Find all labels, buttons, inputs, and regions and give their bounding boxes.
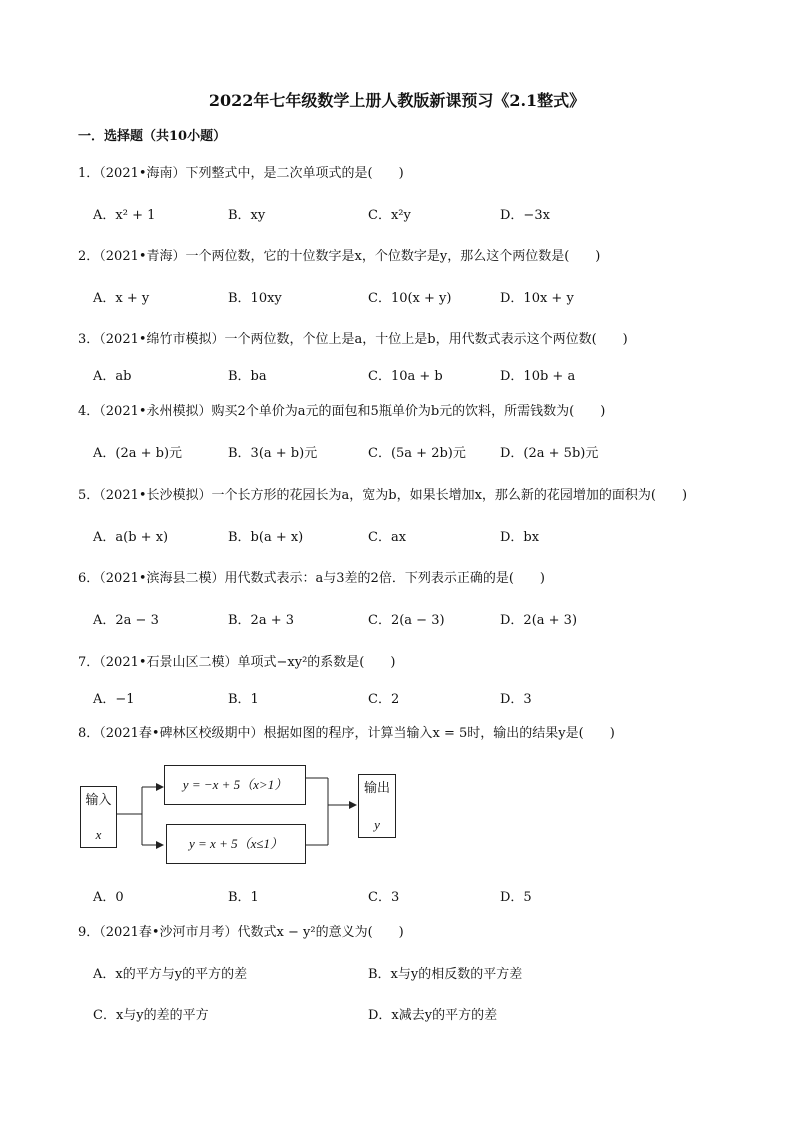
question-1-option-a: A．x² + 1 [93,208,156,223]
question-5-option-b: B．b(a + x) [228,530,304,545]
question-3-stem: 3．（2021•绵竹市模拟）一个两位数，个位上是a，十位上是b，用代数式表示这个两位数( ) [78,332,628,347]
branch-top-box [164,765,306,805]
question-8-option-c: C．3 [368,890,400,905]
question-3-option-a: A．ab [93,369,132,384]
question-2-option-a: A．x + y [93,291,150,306]
question-5-option-a: A．a(b + x) [93,530,169,545]
question-8-option-b: B．1 [228,890,259,905]
question-1-option-c: C．x²y [368,208,411,223]
question-7-option-d: D．3 [500,692,532,707]
question-3-option-d: D．10b + a [500,369,576,384]
question-9-option-b: B．x与y的相反数的平方差 [368,967,523,982]
question-7-stem: 7．（2021•石景山区二模）单项式−xy²的系数是( ) [78,655,396,670]
output-variable: y [374,817,380,832]
question-9-option-c: C．x与y的差的平方 [93,1008,209,1023]
question-8-option-a: A．0 [93,890,124,905]
output-box [358,774,396,838]
question-1-option-d: D．−3x [500,208,550,223]
question-2-stem: 2．（2021•青海）一个两位数，它的十位数字是x，个位数字是y，那么这个两位数是( ) [78,249,601,264]
question-8-option-d: D．5 [500,890,532,905]
question-3-option-c: C．10a + b [368,369,443,384]
question-2-option-b: B．10xy [228,291,282,306]
section-heading: 一．选择题（共10小题） [78,129,227,144]
question-1-stem: 1．（2021•海南）下列整式中，是二次单项式的是( ) [78,166,404,181]
question-6-option-b: B．2a + 3 [228,613,295,628]
question-4-option-d: D．(2a + 5b)元 [500,446,599,461]
question-3-option-b: B．ba [228,369,267,384]
question-2-option-c: C．10(x + y) [368,291,452,306]
question-5-stem: 5．（2021•长沙模拟）一个长方形的花园长为a，宽为b，如果长增加x，那么新的花园增加的面积为( ) [78,488,688,503]
question-6-option-d: D．2(a + 3) [500,613,578,628]
output-label: 输出 [363,781,390,796]
input-box [80,786,117,848]
question-4-option-b: B．3(a + b)元 [228,446,318,461]
question-6-option-c: C．2(a − 3) [368,613,445,628]
question-7-option-b: B．1 [228,692,259,707]
branch-top-formula: y = −x + 5（x>1） [182,777,288,792]
question-6-option-a: A．2a − 3 [93,613,159,628]
question-4-stem: 4．（2021•永州模拟）购买2个单价为a元的面包和5瓶单价为b元的饮料，所需钱数为( ) [78,404,606,419]
question-4-option-a: A．(2a + b)元 [93,446,183,461]
question-4-option-c: C．(5a + 2b)元 [368,446,466,461]
question-5-option-c: C．ax [368,530,407,545]
question-7-option-a: A．−1 [93,692,135,707]
question-1-option-b: B．xy [228,208,266,223]
page-title: 2022年七年级数学上册人教版新课预习《2.1整式》 [208,91,586,110]
question-9-stem: 9．（2021春•沙河市月考）代数式x − y²的意义为( ) [78,925,404,940]
question-7-option-c: C．2 [368,692,400,707]
question-5-option-d: D．bx [500,530,540,545]
branch-bottom-box [166,824,306,864]
input-variable: x [95,827,102,842]
question-8-stem: 8．（2021春•碑林区校级期中）根据如图的程序，计算当输入x = 5时，输出的结果y是( ) [78,726,615,741]
question-9-option-a: A．x的平方与y的平方的差 [93,967,248,982]
question-9-option-d: D．x减去y的平方的差 [368,1008,498,1023]
question-2-option-d: D．10x + y [500,291,574,306]
question-6-stem: 6．（2021•滨海县二模）用代数式表示：a与3差的2倍．下列表示正确的是( ) [78,571,545,586]
branch-bottom-formula: y = x + 5（x≤1） [189,836,283,851]
input-label: 输入 [85,793,112,808]
